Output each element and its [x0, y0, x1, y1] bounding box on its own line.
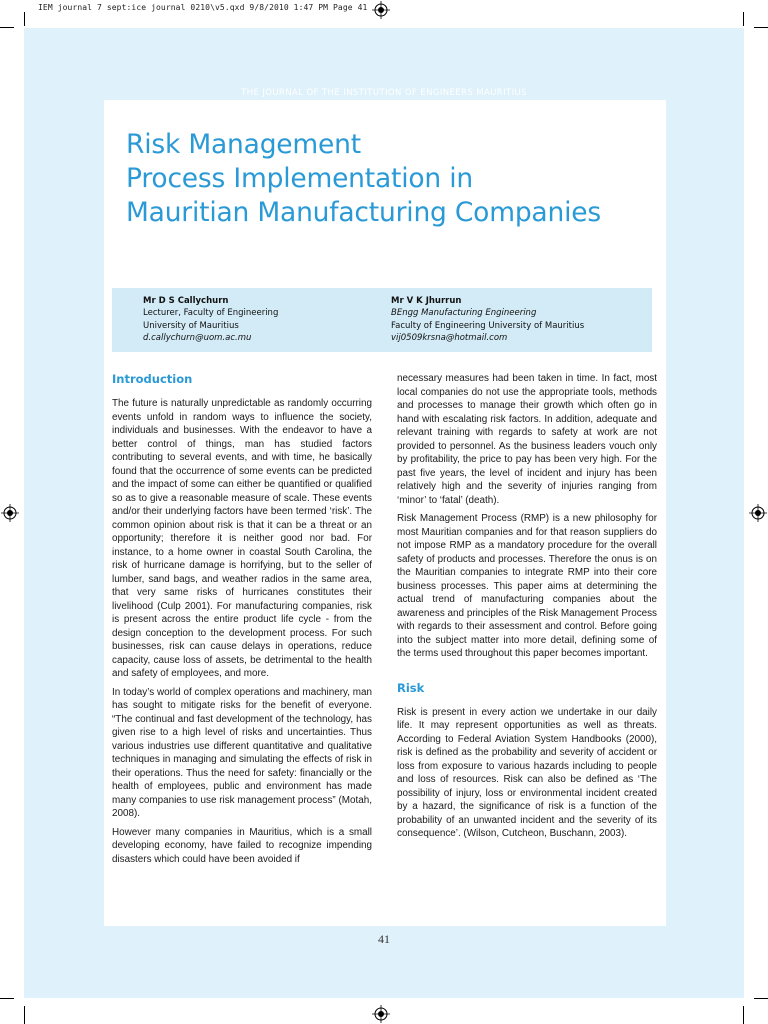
body-paragraph: Risk is present in every action we undertake in our daily life. It may represent opportunities as well as threats. According to Federal Aviation System Handbooks (2000), risk is defined as the probability and severity of accident or loss from exposure to various hazards including to people and loss of resources. Risk can also be defined as ‘The possibility of injury, loss or environmental incident created by a hazard, the significance of risk is a function of the probability of an unwanted incident and the severity of its consequence’. (Wilson, Cutcheon, Buschann, 2003).: [397, 706, 657, 839]
author-2: [391, 295, 584, 344]
title-line: Risk Management: [126, 129, 361, 160]
registration-mark-icon: [372, 1005, 390, 1023]
registration-mark-icon: [1, 504, 19, 522]
crop-mark: [24, 12, 25, 26]
left-column: [112, 372, 372, 871]
section-heading-introduction: Introduction: [112, 372, 193, 386]
author-1: [143, 295, 278, 344]
print-slug: IEM journal 7 sept:ice journal 0210\v5.qxd 9/8/2010 1:47 PM Page 41: [38, 3, 368, 12]
crop-mark: [743, 12, 744, 26]
title-line: Mauritian Manufacturing Companies: [126, 197, 601, 228]
crop-mark: [24, 1006, 25, 1024]
crop-mark: [754, 998, 768, 999]
section-heading-risk: Risk: [397, 680, 425, 695]
author-box: [112, 288, 652, 352]
crop-mark: [0, 998, 14, 999]
journal-header: THE JOURNAL OF THE INSTITUTION OF ENGINEERS MAURITIUS: [241, 88, 527, 98]
body-paragraph: Risk Management Process (RMP) is a new philosophy for most Mauritian companies and for that reason suppliers do not impose RMP as a mandatory procedure for the overall safety of products and processes. Therefore the onus is on the Mauritian companies to integrate RMP into their core business processes. This paper aims at determining the actual trend of manufacturing companies about the awareness and principles of the Risk Management Process with regards to their assessment and control. Before going into the subject matter into more detail, defining some of the terms used throughout this paper becomes important.: [397, 513, 657, 659]
article-title: [126, 128, 656, 230]
author-email: d.callychurn@uom.ac.mu: [143, 332, 252, 343]
author-affiliation: Faculty of Engineering University of Mauritius: [391, 320, 585, 331]
registration-mark-icon: [372, 1, 390, 19]
author-name: Mr D S Callychurn: [143, 296, 229, 306]
body-paragraph: However many companies in Mauritius, which is a small developing economy, have failed to recognize impending disasters which could have been avoided if: [112, 826, 372, 865]
author-name: Mr V K Jhurrun: [391, 296, 462, 306]
author-email: vij0509krsna@hotmail.com: [391, 332, 508, 343]
body-paragraph: The future is naturally unpredictable as randomly occurring events unfold in random ways to influence the society, individuals and businesses. With the endeavor to have a better control of things, man has studied factors contributing to several events, and with time, he basically found that the occurrence of some events can be predicted and the impact of some can either be quantified or qualified so as to give a reasonable measure of scale. These events and/or their underlying factors have been termed ‘risk’. The common opinion about risk is that it can be a threat or an opportunity; therefore it is neither good nor bad. For instance, to a home owner in coastal South Carolina, the risk of hurricane damage is horrifying, but to the seller of lumber, sand bags, and weather radios in the same area, that very same risks of hurricanes constitutes their livelihood (Culp 2001). For manufacturing companies, risk is present across the entire product life cycle - from the design conception to the development process. For such businesses, risk can cause delays in operations, reduce capacity, cause loss of assets, be detrimental to the health and safety of employees, and more.: [112, 398, 372, 679]
title-line: Process Implementation in: [126, 163, 473, 194]
author-role: Lecturer, Faculty of Engineering: [143, 308, 279, 319]
body-paragraph: necessary measures had been taken in time. In fact, most local companies do not use the appropriate tools, methods and processes to manage their growth which often go in hand with escalating risk factors. In addition, adequate and relevant training with regards to safety at work are not provided to personnel. As the business leaders vouch only by profitability, the price to pay has been very high. For the past five years, the level of incident and injury has been relatively high and the severity of injuries ranging from ‘minor’ to ‘fatal’ (death).: [397, 373, 657, 506]
crop-mark: [0, 27, 14, 28]
crop-mark: [754, 27, 768, 28]
author-affiliation: University of Mauritius: [143, 320, 239, 331]
crop-mark: [743, 1006, 744, 1024]
page-number: 41: [378, 932, 390, 946]
body-paragraph: In today’s world of complex operations and machinery, man has sought to mitigate risks for the benefit of everyone. “The continual and fast development of the technology, has given rise to a high level of risks and uncertainties. Thus various industries use different quantitative and qualitative techniques in managing and simulating the effects of risk in their operations. Thus the need for safety: financially or the health of employees, public and environment has made many companies to use risk management process” (Motah, 2008).: [112, 686, 372, 819]
right-column: [397, 372, 657, 846]
author-role: BEngg Manufacturing Engineering: [391, 308, 537, 319]
registration-mark-icon: [749, 504, 767, 522]
